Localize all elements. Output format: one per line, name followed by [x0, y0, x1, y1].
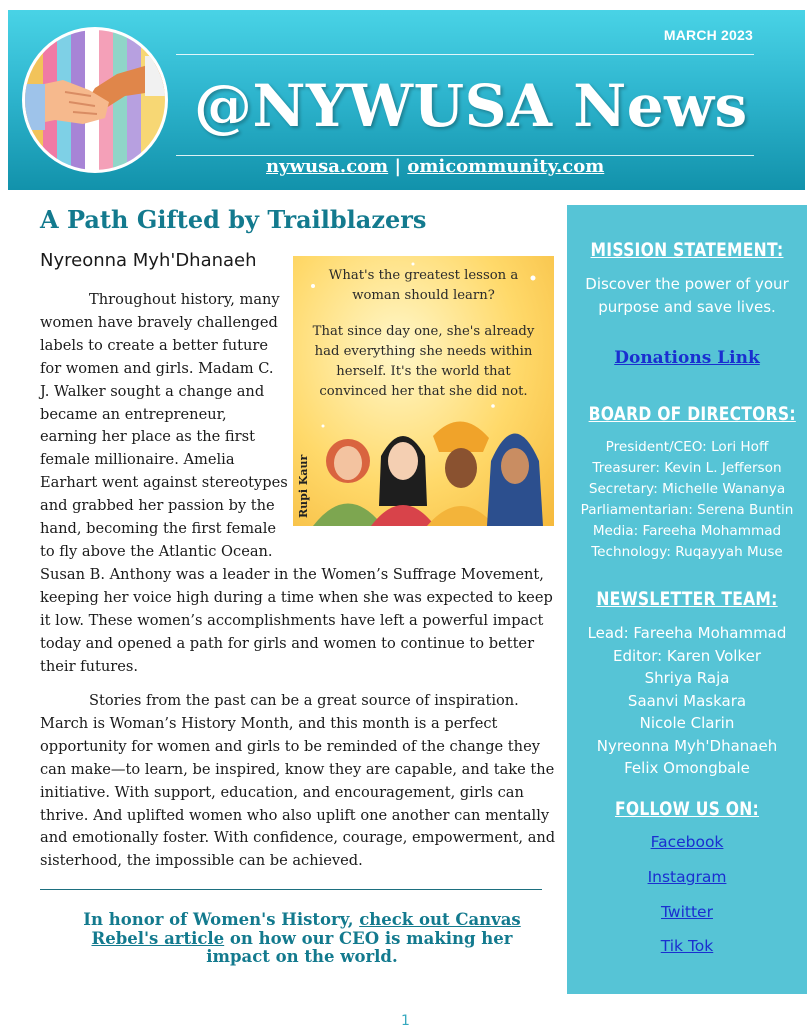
text-line: can make—to learn, be inspired, know they are capable, and take the: [40, 760, 555, 778]
board-list: [567, 437, 807, 562]
canvas-rebel-link-cont[interactable]: Rebel's article: [91, 928, 225, 948]
text-line: Throughout history, many: [89, 291, 280, 308]
board-member: Treasurer: Kevin L. Jefferson: [592, 459, 782, 476]
text-line: their futures.: [40, 657, 138, 675]
link-separator: |: [394, 156, 402, 177]
mission-heading: MISSION STATEMENT:: [590, 239, 784, 261]
team-member: Nicole Clarin: [639, 714, 735, 732]
text-line: became an entrepreneur,: [40, 405, 227, 423]
board-member: Media: Fareeha Mohammad: [592, 522, 782, 539]
quote-illustration: [293, 256, 554, 526]
text-line: initiative. With support, education, and encouragement, girls can: [40, 783, 524, 801]
honor-text: In honor of Women's History,: [83, 910, 360, 929]
mission-line: purpose and save lives.: [598, 297, 776, 316]
issue-date: MARCH 2023: [663, 27, 753, 43]
follow-heading: FOLLOW US ON:: [614, 798, 760, 820]
text-line: and emotionally foster. With confidence, courage, empowerment, and: [40, 829, 556, 847]
team-member: Felix Omongbale: [624, 759, 750, 777]
text-line: Susan B. Anthony was a leader in the Women’s Suffrage Movement,: [40, 565, 544, 583]
article-paragraph-2: [40, 690, 556, 873]
newsletter-title: @NYWUSA News: [194, 72, 748, 140]
omicommunity-link[interactable]: omicommunity.com: [407, 156, 605, 177]
text-line: keeping her voice high during a time when she was expected to keep: [40, 588, 553, 606]
board-member: Parliamentarian: Serena Buntin: [580, 501, 794, 518]
header-links: [266, 156, 604, 177]
team-heading: NEWSLETTER TEAM:: [596, 588, 778, 610]
tiktok-link[interactable]: Tik Tok: [660, 937, 714, 955]
text-line: Earhart went against stereotypes: [40, 474, 288, 492]
twitter-link[interactable]: Twitter: [661, 903, 713, 921]
honor-line-3: impact on the world.: [206, 947, 398, 966]
text-line: and grabbed her passion by the: [40, 497, 275, 515]
canvas-rebel-link[interactable]: check out Canvas: [359, 910, 521, 929]
quote-answer: [293, 322, 554, 402]
text-line: earning her place as the first: [40, 428, 256, 446]
quote-question: [293, 266, 554, 306]
board-heading: BOARD OF DIRECTORS:: [588, 403, 796, 425]
nywusa-link[interactable]: nywusa.com: [266, 156, 389, 177]
article-divider: [40, 889, 542, 890]
honor-callout: [40, 911, 564, 967]
donations-link[interactable]: Donations Link: [614, 348, 760, 368]
mission-line: Discover the power of your: [585, 275, 789, 293]
honor-line-2: [40, 930, 564, 949]
text-line: to fly above the Atlantic Ocean.: [40, 542, 273, 560]
team-member: Saanvi Maskara: [627, 691, 747, 710]
instagram-link[interactable]: Instagram: [647, 868, 727, 886]
honor-text: on how our CEO is making her: [224, 928, 513, 948]
team-member: Nyreonna Myh'Dhanaeh: [596, 736, 778, 755]
text-line: hand, becoming the first female: [40, 520, 277, 538]
quote-line: What's the greatest lesson a: [328, 268, 519, 283]
text-line: Stories from the past can be a great source of inspiration.: [89, 692, 519, 709]
text-line: labels to create a better future: [40, 336, 269, 354]
text-line: today and opened a path for girls and women to continue to better: [40, 634, 535, 652]
header-rule-top: [176, 54, 754, 55]
quote-credit: Rupi Kaur: [297, 454, 310, 518]
text-line: thrive. And uplifted women who also uplift one another can mentally: [40, 806, 550, 824]
team-member: Editor: Karen Volker: [612, 646, 762, 665]
team-member: Lead: Fareeha Mohammad: [587, 624, 787, 642]
facebook-link[interactable]: Facebook: [650, 833, 724, 851]
text-line: J. Walker sought a change and: [40, 382, 265, 400]
quote-line: That since day one, she's already: [312, 324, 535, 339]
page-number: 1: [401, 1013, 410, 1029]
text-line: for women and girls. Madam C.: [40, 359, 274, 377]
team-list: [567, 622, 807, 780]
article-author: Nyreonna Myh'Dhanaeh: [40, 250, 257, 271]
text-line: March is Woman’s History Month, and this month is a perfect: [40, 714, 498, 732]
handshake-icon: [25, 30, 165, 170]
quote-line: had everything she needs within: [314, 344, 533, 359]
quote-line: convinced her that she did not.: [319, 384, 528, 399]
text-line: women have bravely challenged: [40, 313, 278, 331]
honor-line-1: [40, 911, 564, 930]
sidebar: [567, 205, 807, 994]
text-line: sisterhood, the impossible can be achieved.: [40, 852, 363, 870]
board-member: Secretary: Michelle Wananya: [588, 480, 786, 497]
quote-line: herself. It's the world that: [336, 364, 511, 379]
text-line: female millionaire. Amelia: [40, 451, 235, 469]
board-member: Technology: Ruqayyah Muse: [591, 543, 783, 560]
board-member: President/CEO: Lori Hoff: [605, 439, 769, 455]
article-title: A Path Gifted by Trailblazers: [40, 205, 427, 234]
handshake-logo: [22, 27, 168, 173]
quote-line: woman should learn?: [352, 288, 495, 303]
team-member: Shriya Raja: [644, 669, 730, 687]
text-line: it low. These women’s accomplishments have left a powerful impact: [40, 611, 544, 629]
mission-text: [567, 273, 807, 318]
text-line: opportunity for women and girls to be reminded of the change they: [40, 737, 540, 755]
